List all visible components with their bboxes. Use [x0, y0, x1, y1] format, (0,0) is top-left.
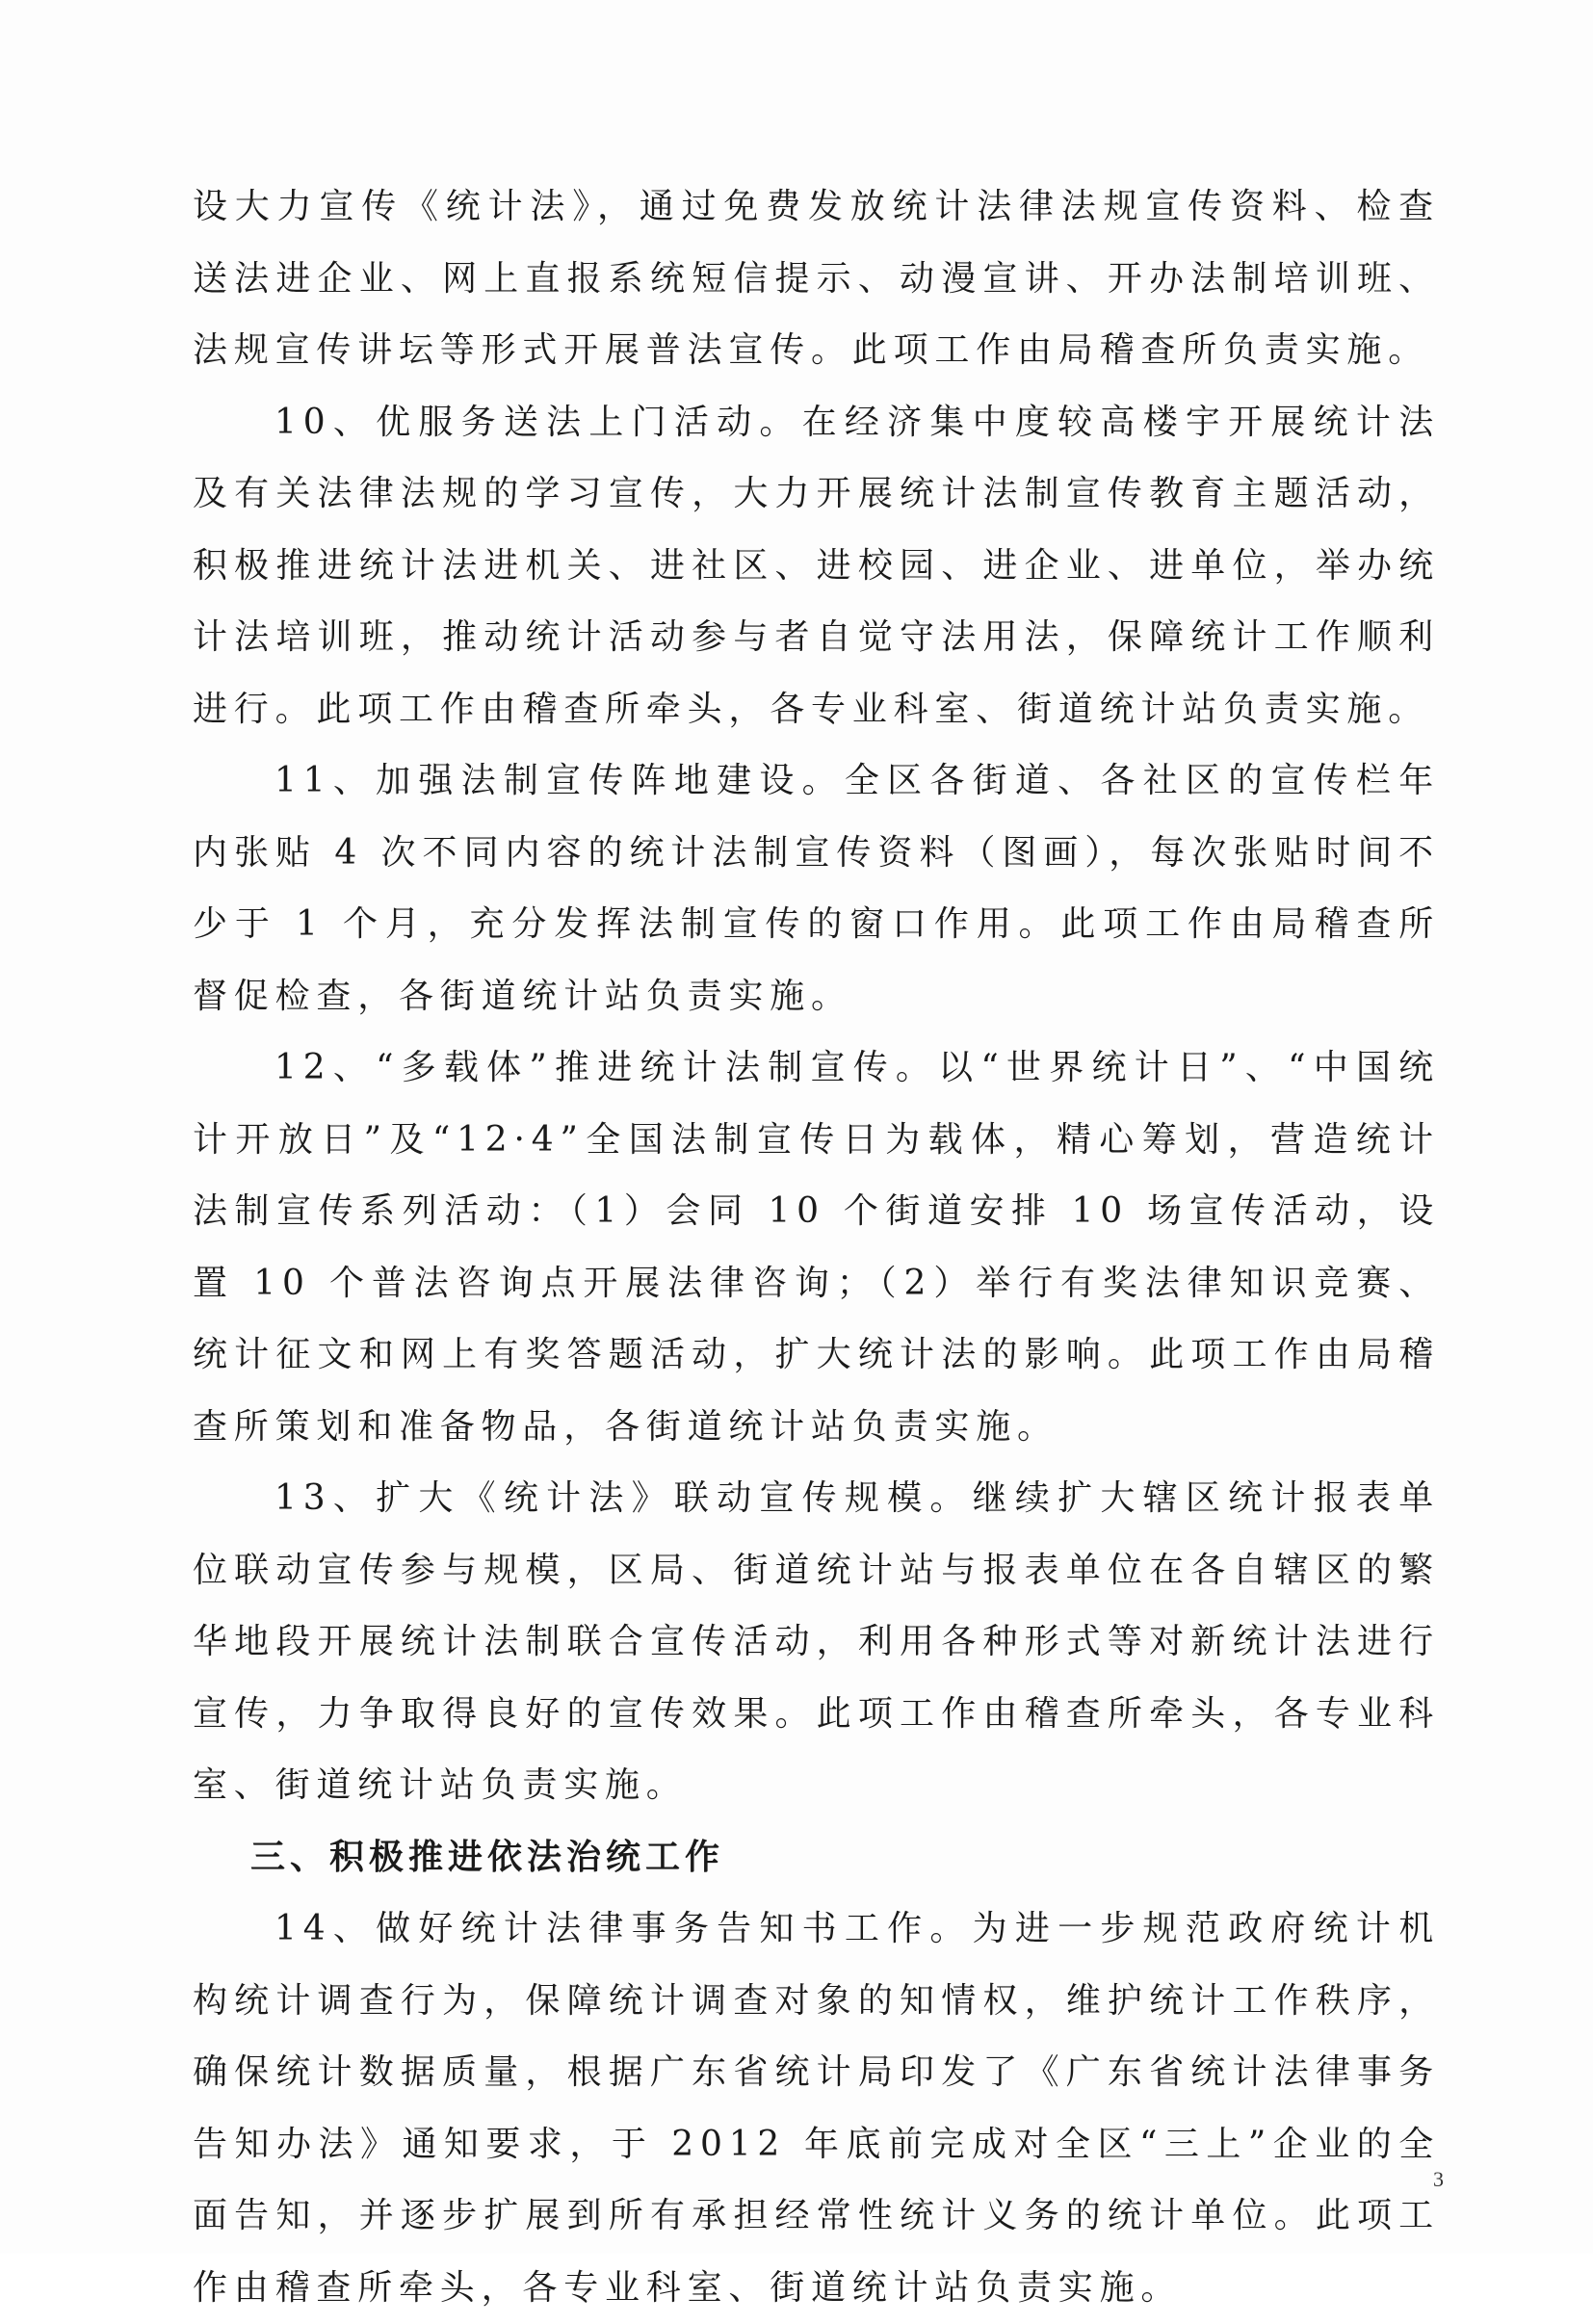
paragraph-continuation: 设大力宣传《统计法》，通过免费发放统计法律法规宣传资料、检查送法进企业、网上直报系统短信提示、动漫宣讲、开办法制培训班、法规宣传讲坛等形式开展普法宣传。此项工作由局稽查所负责实施。 [193, 187, 1440, 370]
section-heading: 三、积极推进依法治统工作 [250, 1837, 725, 1877]
paragraph-item-14: 14、做好统计法律事务告知书工作。为进一步规范政府统计机构统计调查行为，保障统计调查对象的知情权，维护统计工作秩序，确保统计数据质量，根据广东省统计局印发了《广东省统计法律事务告知办法》通知要求，于 2012 年底前完成对全区“三上”企业的全面告知，并逐步扩展到所有承担经常性统计义务的统计单位。此项工作由稽查所牵头，各专业科室、街道统计站负责实施。 [193, 1909, 1440, 2308]
paragraph-item-13: 13、扩大《统计法》联动宣传规模。继续扩大辖区统计报表单位联动宣传参与规模，区局、街道统计站与报表单位在各自辖区的繁华地段开展统计法制联合宣传活动，利用各种形式等对新统计法进行宣传，力争取得良好的宣传效果。此项工作由稽查所牵头，各专业科室、街道统计站负责实施。 [193, 1478, 1440, 1805]
paragraph-item-10: 10、优服务送法上门活动。在经济集中度较高楼宇开展统计法及有关法律法规的学习宣传，大力开展统计法制宣传教育主题活动，积极推进统计法进机关、进社区、进校园、进企业、进单位，举办统计法培训班，推动统计活动参与者自觉守法用法，保障统计工作顺利进行。此项工作由稽查所牵头，各专业科室、街道统计站负责实施。 [193, 402, 1440, 729]
paragraph-item-11: 11、加强法制宣传阵地建设。全区各街道、各社区的宣传栏年内张贴 4 次不同内容的统计法制宣传资料（图画），每次张贴时间不少于 1 个月，充分发挥法制宣传的窗口作用。此项工作由局稽查所督促检查，各街道统计站负责实施。 [193, 761, 1440, 1016]
paragraph-item-12: 12、“多载体”推进统计法制宣传。以“世界统计日”、“中国统计开放日”及“12·4”全国法制宣传日为载体，精心筹划，营造统计法制宣传系列活动：（1）会同 10 个街道安排 10 场宣传活动，设置 10 个普法咨询点开展法律咨询；（2）举行有奖法律知识竞赛、统计征文和网上有奖答题活动，扩大统计法的影响。此项工作由局稽查所策划和准备物品，各街道统计站负责实施。 [193, 1048, 1440, 1447]
page-number: 3 [1433, 2167, 1444, 2191]
document-body [193, 171, 1440, 2324]
